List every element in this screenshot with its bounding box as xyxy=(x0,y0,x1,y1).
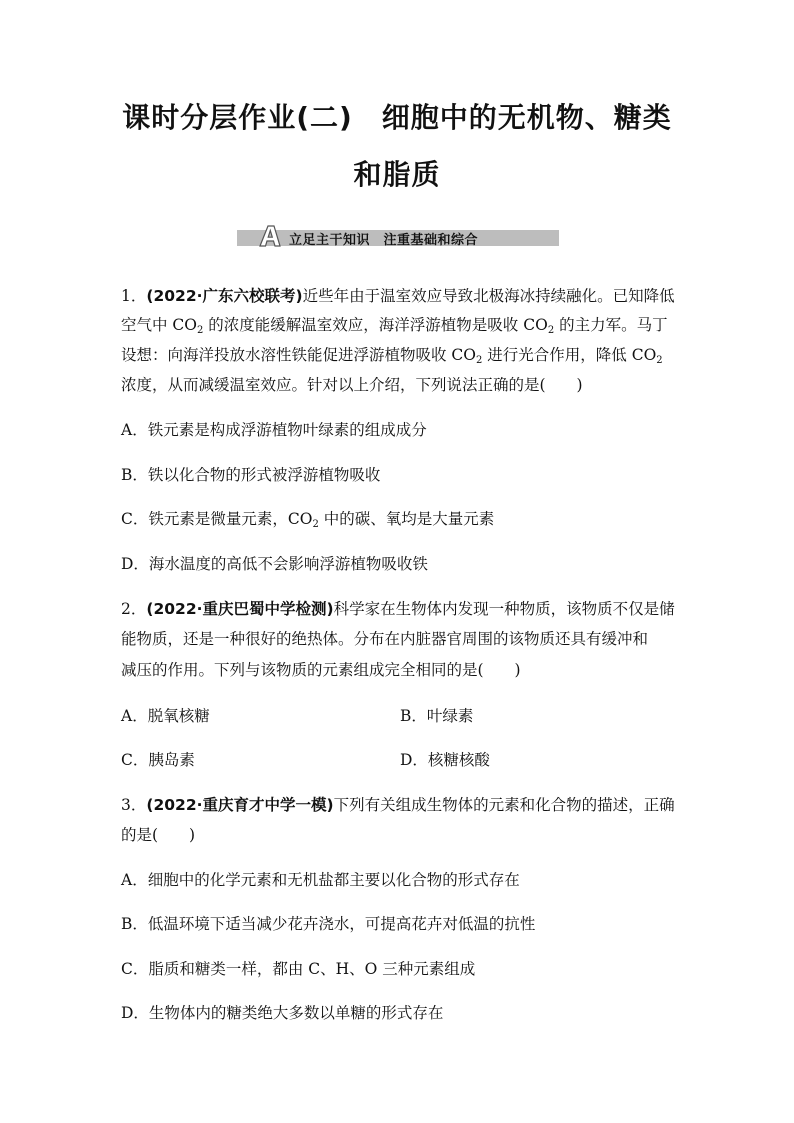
q2-option-b[interactable]: B．叶绿素 xyxy=(400,707,474,725)
q1-line1 xyxy=(121,284,675,306)
q1-option-c-a: C．铁元素是微量元素，CO xyxy=(121,510,313,528)
section-a-icon xyxy=(257,224,283,248)
q3-line2: 的是( ) xyxy=(121,826,196,844)
q3-source: (2022·重庆育才中学一模) xyxy=(146,796,334,814)
q1-sub: 2 xyxy=(312,519,319,530)
q2-option-d[interactable]: D．核糖核酸 xyxy=(400,751,490,769)
q1-text-2a: 空气中 CO xyxy=(121,316,197,334)
q1-text-2b: 的浓度能缓解温室效应，海洋浮游植物是吸收 CO xyxy=(203,316,548,334)
q3-option-b[interactable]: B．低温环境下适当减少花卉浇水，可提高花卉对低温的抗性 xyxy=(121,915,536,933)
q3-option-d[interactable]: D．生物体内的糖类绝大多数以单糖的形式存在 xyxy=(121,1004,444,1022)
q2-option-c[interactable]: C．胰岛素 xyxy=(121,751,195,769)
q1-text-2c: 的主力军。马丁 xyxy=(554,316,668,334)
q3-line1 xyxy=(121,793,675,815)
q1-option-c[interactable] xyxy=(121,507,494,530)
q1-text-3a: 设想：向海洋投放水溶性铁能促进浮游植物吸收 CO xyxy=(121,346,476,364)
q1-line3 xyxy=(121,343,663,366)
q1-option-d[interactable]: D．海水温度的高低不会影响浮游植物吸收铁 xyxy=(121,555,428,573)
q1-number: 1． xyxy=(121,287,147,305)
q2-number: 2． xyxy=(121,600,147,618)
q1-source: (2022·广东六校联考) xyxy=(146,287,303,305)
q2-line3: 减压的作用。下列与该物质的元素组成完全相同的是( ) xyxy=(121,661,521,679)
section-banner xyxy=(237,227,559,249)
q2-text-1: 科学家在生物体内发现一种物质，该物质不仅是储 xyxy=(333,600,675,618)
q2-source: (2022·重庆巴蜀中学检测) xyxy=(146,600,334,618)
q1-option-b[interactable]: B．铁以化合物的形式被浮游植物吸收 xyxy=(121,466,381,484)
q1-text-1: 近些年由于温室效应导致北极海冰持续融化。已知降低 xyxy=(302,287,675,305)
q3-option-c[interactable]: C．脂质和糖类一样，都由 C、H、O 三种元素组成 xyxy=(121,960,476,978)
q1-sub: 2 xyxy=(656,355,663,366)
q1-sub: 2 xyxy=(547,325,555,336)
q3-option-a[interactable]: A．细胞中的化学元素和无机盐都主要以化合物的形式存在 xyxy=(121,871,520,889)
q1-option-c-b: 中的碳、氧均是大量元素 xyxy=(318,510,495,528)
page-title-line2: 和脂质 xyxy=(353,158,441,191)
q1-option-a[interactable]: A．铁元素是构成浮游植物叶绿素的组成成分 xyxy=(121,421,427,439)
page-title-line1: 课时分层作业(二) 细胞中的无机物、糖类 xyxy=(122,101,672,134)
q3-text-1: 下列有关组成生物体的元素和化合物的描述，正确 xyxy=(333,796,675,814)
q1-sub: 2 xyxy=(197,325,204,336)
q1-line4: 浓度，从而减缓温室效应。针对以上介绍，下列说法正确的是( ) xyxy=(121,376,583,394)
q2-line1 xyxy=(121,597,675,619)
q1-text-3b: 进行光合作用，降低 CO xyxy=(482,346,657,364)
q2-option-a[interactable]: A．脱氧核糖 xyxy=(121,707,210,725)
section-banner-text: 立足主干知识 注重基础和综合 xyxy=(289,233,479,248)
q1-sub: 2 xyxy=(476,355,483,366)
q2-line2: 能物质，还是一种很好的绝热体。分布在内脏器官周围的该物质还具有缓冲和 xyxy=(121,630,649,648)
q1-line2 xyxy=(121,313,668,336)
q3-number: 3． xyxy=(121,796,147,814)
